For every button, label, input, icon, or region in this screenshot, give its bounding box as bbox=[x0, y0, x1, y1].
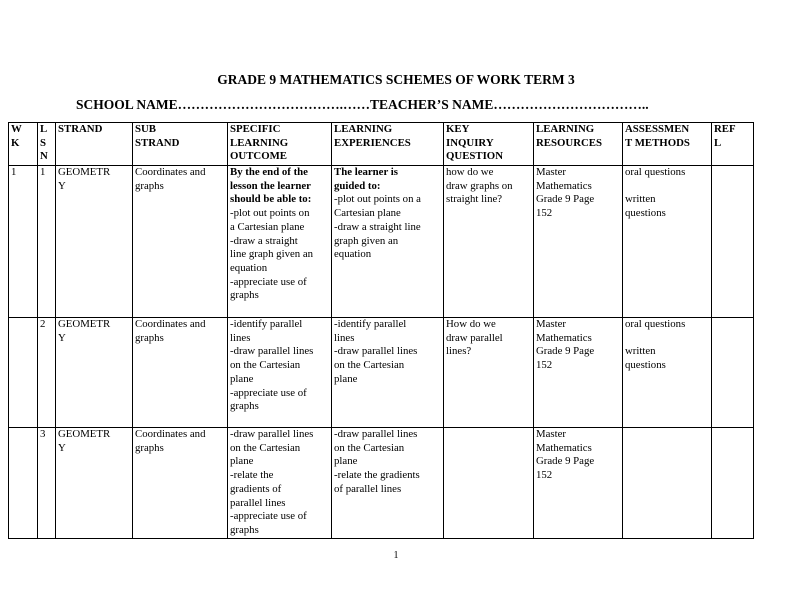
strand-cell: GEOMETR Y bbox=[56, 166, 133, 318]
page-number: 1 bbox=[393, 550, 399, 561]
outcome-cell: By the end of the lesson the learner should be able to: -plot out points on a Cartesian plane -draw a straight line graph given an equation -appreciate use of graphs bbox=[228, 166, 332, 318]
resources-cell: Master Mathematics Grade 9 Page 152 bbox=[534, 428, 623, 539]
header-key-inquiry-question: KEY INQUIRY QUESTION bbox=[444, 123, 534, 166]
scheme-of-work-table bbox=[8, 122, 754, 539]
strand-cell: GEOMETR Y bbox=[56, 428, 133, 539]
table-header-row bbox=[9, 123, 754, 166]
header-specific-learning-outcome: SPECIFIC LEARNING OUTCOME bbox=[228, 123, 332, 166]
experiences-lead-text: The learner is guided to: bbox=[334, 166, 398, 192]
header-reflection: REF L bbox=[712, 123, 754, 166]
week-cell: 1 bbox=[9, 166, 38, 318]
document-title: GRADE 9 MATHEMATICS SCHEMES OF WORK TERM 3 bbox=[217, 72, 575, 87]
school-teacher-line: SCHOOL NAME……………………………….……TEACHER’S NAME…………………………….. bbox=[76, 97, 649, 112]
experiences-cell: The learner is guided to: -plot out points on a Cartesian plane -draw a straight line graph given an equation bbox=[332, 166, 444, 318]
table-row bbox=[9, 318, 754, 428]
sub-strand-cell: Coordinates and graphs bbox=[133, 318, 228, 428]
table-row bbox=[9, 428, 754, 539]
strand-cell: GEOMETR Y bbox=[56, 318, 133, 428]
reflection-cell bbox=[712, 428, 754, 539]
header-learning-experiences: LEARNING EXPERIENCES bbox=[332, 123, 444, 166]
inquiry-cell: How do we draw parallel lines? bbox=[444, 318, 534, 428]
outcome-cell: -identify parallel lines -draw parallel lines on the Cartesian plane -appreciate use of graphs bbox=[228, 318, 332, 428]
inquiry-cell bbox=[444, 428, 534, 539]
week-cell bbox=[9, 428, 38, 539]
reflection-cell bbox=[712, 318, 754, 428]
assessment-cell bbox=[623, 428, 712, 539]
header-assessment-methods: ASSESSMEN T METHODS bbox=[623, 123, 712, 166]
assessment-cell: oral questions written questions bbox=[623, 166, 712, 318]
header-strand: STRAND bbox=[56, 123, 133, 166]
experiences-cell: -draw parallel lines on the Cartesian plane -relate the gradients of parallel lines bbox=[332, 428, 444, 539]
lesson-cell: 1 bbox=[38, 166, 56, 318]
sub-strand-cell: Coordinates and graphs bbox=[133, 166, 228, 318]
outcome-lead-text: By the end of the lesson the learner should be able to: bbox=[230, 166, 312, 206]
outcome-cell: -draw parallel lines on the Cartesian plane -relate the gradients of parallel lines -appreciate use of graphs bbox=[228, 428, 332, 539]
resources-cell: Master Mathematics Grade 9 Page 152 bbox=[534, 166, 623, 318]
reflection-cell bbox=[712, 166, 754, 318]
sub-strand-cell: Coordinates and graphs bbox=[133, 428, 228, 539]
table-row bbox=[9, 166, 754, 318]
header-learning-resources: LEARNING RESOURCES bbox=[534, 123, 623, 166]
resources-cell: Master Mathematics Grade 9 Page 152 bbox=[534, 318, 623, 428]
header-week: W K bbox=[9, 123, 38, 166]
header-sub-strand: SUB STRAND bbox=[133, 123, 228, 166]
inquiry-cell: how do we draw graphs on straight line? bbox=[444, 166, 534, 318]
lesson-cell: 3 bbox=[38, 428, 56, 539]
week-cell bbox=[9, 318, 38, 428]
assessment-cell: oral questions written questions bbox=[623, 318, 712, 428]
header-lesson: L S N bbox=[38, 123, 56, 166]
experiences-cell: -identify parallel lines -draw parallel lines on the Cartesian plane bbox=[332, 318, 444, 428]
lesson-cell: 2 bbox=[38, 318, 56, 428]
